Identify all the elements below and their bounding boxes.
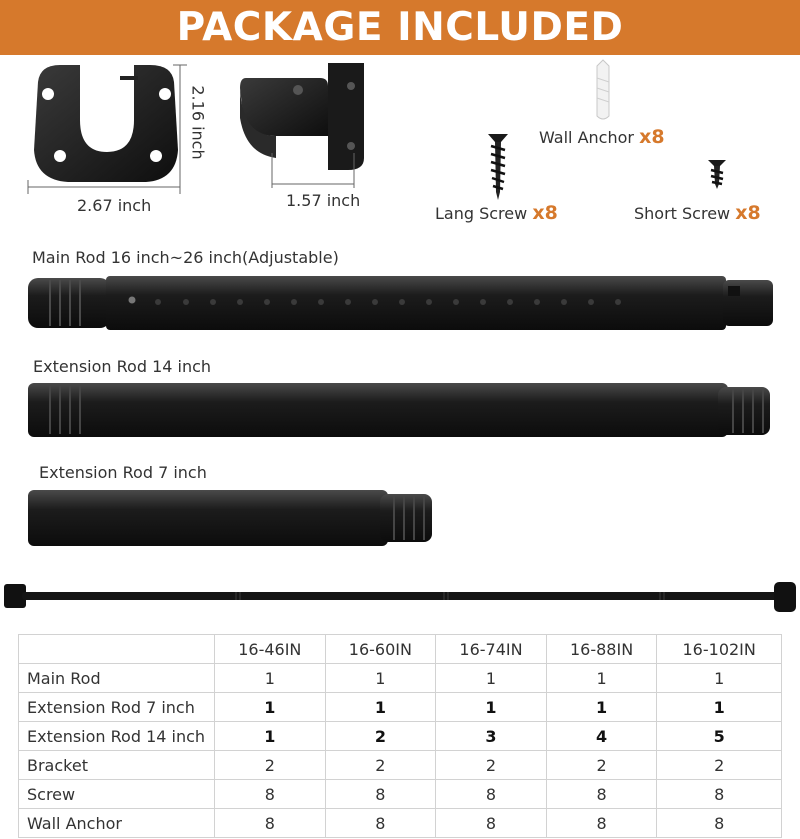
table-row xyxy=(19,751,782,780)
table-cell: 2 xyxy=(436,751,547,780)
table-cell: 8 xyxy=(546,780,657,809)
table-cell: 1 xyxy=(657,693,782,722)
wall-anchor-icon xyxy=(588,58,618,122)
column-header: 16-88IN xyxy=(546,635,657,664)
short-screw-icon xyxy=(706,158,728,190)
extension-rod-7-label: Extension Rod 7 inch xyxy=(39,463,207,482)
short-screw-qty: x8 xyxy=(735,202,761,224)
row-label: Main Rod xyxy=(19,664,215,693)
table-cell: 8 xyxy=(546,809,657,838)
column-header: 16-60IN xyxy=(325,635,436,664)
row-label: Screw xyxy=(19,780,215,809)
table-cell: 1 xyxy=(215,722,326,751)
row-label: Extension Rod 14 inch xyxy=(19,722,215,751)
table-cell: 8 xyxy=(657,809,782,838)
table-row xyxy=(19,693,782,722)
table-row xyxy=(19,664,782,693)
table-cell: 8 xyxy=(436,809,547,838)
table-row xyxy=(19,780,782,809)
table-cell: 1 xyxy=(436,693,547,722)
bracket-side-image xyxy=(236,58,376,188)
long-screw-qty: x8 xyxy=(532,202,558,224)
long-screw-text: Lang Screw xyxy=(435,204,528,223)
short-screw-label xyxy=(634,202,761,224)
row-label: Wall Anchor xyxy=(19,809,215,838)
table-cell: 1 xyxy=(325,693,436,722)
table-cell: 8 xyxy=(325,780,436,809)
table-cell: 1 xyxy=(215,693,326,722)
table-cell: 4 xyxy=(546,722,657,751)
column-header: 16-74IN xyxy=(436,635,547,664)
wall-anchor-qty: x8 xyxy=(639,126,665,148)
table-cell: 8 xyxy=(657,780,782,809)
table-cell: 2 xyxy=(325,722,436,751)
column-header: 16-102IN xyxy=(657,635,782,664)
extension-rod-14-label: Extension Rod 14 inch xyxy=(33,357,212,376)
banner-title: PACKAGE INCLUDED xyxy=(176,5,624,50)
bracket-height-label: 2.16 inch xyxy=(188,85,208,160)
table-cell: 2 xyxy=(215,751,326,780)
table-cell: 3 xyxy=(436,722,547,751)
table-cell: 1 xyxy=(436,664,547,693)
bracket-width-label: 2.67 inch xyxy=(77,196,152,215)
table-cell: 1 xyxy=(325,664,436,693)
table-cell: 8 xyxy=(215,780,326,809)
bracket-side-width-label: 1.57 inch xyxy=(286,191,361,210)
extension-rod-7-image xyxy=(28,488,438,548)
table-cell: 1 xyxy=(546,664,657,693)
wall-anchor-text: Wall Anchor xyxy=(539,128,634,147)
table-cell: 2 xyxy=(325,751,436,780)
main-rod-label: Main Rod 16 inch~26 inch(Adjustable) xyxy=(32,248,339,267)
table-cell: 8 xyxy=(325,809,436,838)
main-rod-image xyxy=(28,274,773,332)
table-header-row xyxy=(19,635,782,664)
assembled-rod-image xyxy=(0,578,800,614)
table-cell: 5 xyxy=(657,722,782,751)
table-cell: 8 xyxy=(436,780,547,809)
table-row xyxy=(19,722,782,751)
row-label: Extension Rod 7 inch xyxy=(19,693,215,722)
wall-anchor-label xyxy=(539,126,665,148)
bracket-front-image xyxy=(20,60,200,210)
long-screw-icon xyxy=(484,132,512,202)
table-cell: 1 xyxy=(215,664,326,693)
table-row xyxy=(19,809,782,838)
table-corner-cell xyxy=(19,635,215,664)
short-screw-text: Short Screw xyxy=(634,204,731,223)
package-banner xyxy=(0,0,800,55)
row-label: Bracket xyxy=(19,751,215,780)
table-cell: 1 xyxy=(546,693,657,722)
extension-rod-14-image xyxy=(28,381,773,439)
table-cell: 8 xyxy=(215,809,326,838)
table-cell: 2 xyxy=(546,751,657,780)
table-cell: 1 xyxy=(657,664,782,693)
column-header: 16-46IN xyxy=(215,635,326,664)
spec-table xyxy=(18,634,782,838)
long-screw-label xyxy=(435,202,558,224)
table-cell: 2 xyxy=(657,751,782,780)
